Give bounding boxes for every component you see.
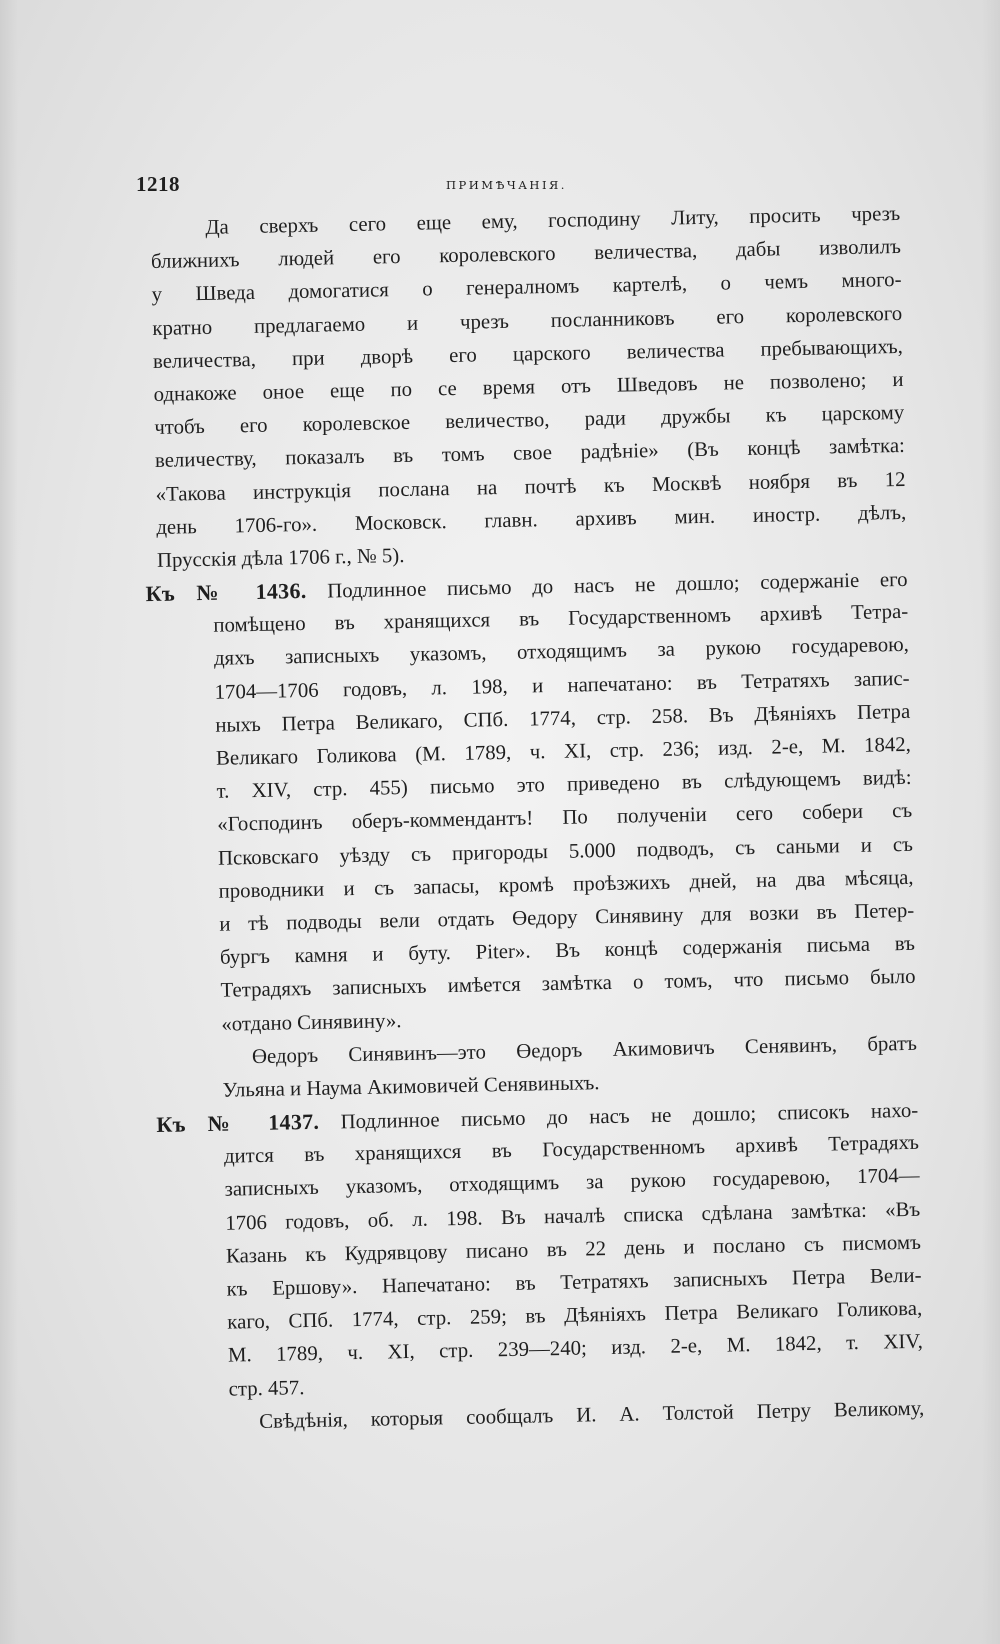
text-line: Свѣдѣнія, которыя сообщалъ И. А. Толстой Петру Великому, <box>259 1396 925 1433</box>
text-line: и тѣ подводы вели отдать Өедору Синявину для возки въ Петер- <box>219 898 915 936</box>
text-line: «Такова инструкція послана на почтѣ къ Москвѣ ноября въ 12 <box>155 467 906 506</box>
text-line: т. XIV, стр. 455) письмо это приведено въ слѣдующемъ видѣ: <box>216 766 912 803</box>
text-line: однакоже оное еще по се время отъ Шведовъ не позволено; и <box>153 367 904 406</box>
page-number: 1218 <box>136 172 180 196</box>
text-line: проводники и съ запасы, кромѣ проѣзжихъ дней, на два мѣсяца, <box>218 865 914 903</box>
text-line: Псковскагo уѣзду съ пригороды 5.000 подводъ, съ саньми и съ <box>217 832 914 870</box>
text-line: дится въ хранящихся въ Государственномъ архивѣ Тетрадяхъ <box>223 1131 920 1168</box>
running-head: ПРИМѢЧАНІЯ. <box>446 178 567 192</box>
text-line: дяхъ записныхъ указомъ, отходящимъ за рукою государевою, <box>213 633 910 671</box>
text-line: величеству, показалъ въ томъ свое радѣніе» (Въ концѣ замѣтка: <box>154 434 906 473</box>
text-line: «отдано Синявину». <box>221 1008 402 1036</box>
text-line: Прусскія дѣла 1706 г., № 5). <box>156 543 405 572</box>
text-line: у Шведа домогатися о генералномъ картелѣ, о чемъ много- <box>151 268 902 307</box>
text-line: помѣщено въ хранящихся въ Государственномъ архивѣ Тетра- <box>213 600 909 638</box>
text-line: Ульяна и Наума Акимовичей Сенявиныхъ. <box>222 1071 600 1102</box>
text-line: день 1706-го». Московск. главн. архивъ мин. иностр. дѣлъ, <box>156 500 907 539</box>
text-line: Подлинное письмо до насъ не дошло; списокъ нахо- <box>340 1098 919 1134</box>
text-line: 1704—1706 годовъ, л. 198, и напечатано: въ Тетратяхъ запис- <box>214 666 910 704</box>
text-line: М. 1789, ч. XI, стр. 239—240; изд. 2-е, М. 1842, т. XIV, <box>227 1330 924 1368</box>
text-line: ближнихъ людей его королевского величества, дабы изволилъ <box>150 235 902 274</box>
page-shadow-left <box>0 0 18 1644</box>
note-reference-1436: Къ № 1436. <box>145 577 307 607</box>
text-line: ныхъ Петра Великаго, СПб. 1774, стр. 258. Въ Дѣяніяхъ Петра <box>215 699 911 737</box>
note-reference-1437: Къ № 1437. <box>156 1108 320 1138</box>
text-line: Казань къ Кудрявцову писано въ 22 день и послано съ писмомъ <box>225 1230 922 1268</box>
text-line: величества, при дворѣ его царского величества пребывающихъ, <box>152 334 904 373</box>
text-line: чтобъ его королевское величество, ради дружбы къ царскому <box>154 401 905 440</box>
text-line: Великаго Голикова (М. 1789, ч. XI, стр. 236; изд. 2-е, М. 1842, <box>215 732 912 770</box>
text-line: 1706 годовъ, об. л. 198. Въ началѣ списка сдѣлана замѣтка: «Въ <box>225 1197 921 1235</box>
text-line: Подлинное письмо до насъ не дошло; содержаніе его <box>327 567 908 603</box>
page-shadow-right <box>982 0 1000 1644</box>
page-body <box>145 197 925 1440</box>
text-line: каго, СПб. 1774, стр. 259; въ Дѣяніяхъ Петра Великаго Голикова, <box>227 1296 923 1334</box>
text-line: записныхъ указомъ, отходящимъ за рукою государевою, 1704— <box>224 1164 920 1202</box>
text-line: Өедоръ Синявинъ—это Өедоръ Акимовичъ Сенявинъ, братъ <box>251 1031 918 1068</box>
text-line: бургъ камня и буту. Piter». Въ концѣ содержанія письма въ <box>219 931 916 969</box>
text-line: «Господинъ оберъ-коммендантъ! По полученіи сего собери съ <box>217 799 913 837</box>
page-header <box>136 172 896 202</box>
text-line: Да сверхъ сего еще ему, господину Литу, просить чрезъ <box>205 201 901 239</box>
text-line: кратно предлагаемо и чрезъ посланниковъ его королевского <box>152 301 903 340</box>
text-line: стр. 457. <box>228 1375 305 1401</box>
text-line: Тетрадяхъ записныхъ имѣется замѣтка о томъ, что письмо было <box>220 965 916 1003</box>
text-line: къ Ершову». Напечатано: въ Тетратяхъ записныхъ Петра Вели- <box>226 1263 922 1301</box>
